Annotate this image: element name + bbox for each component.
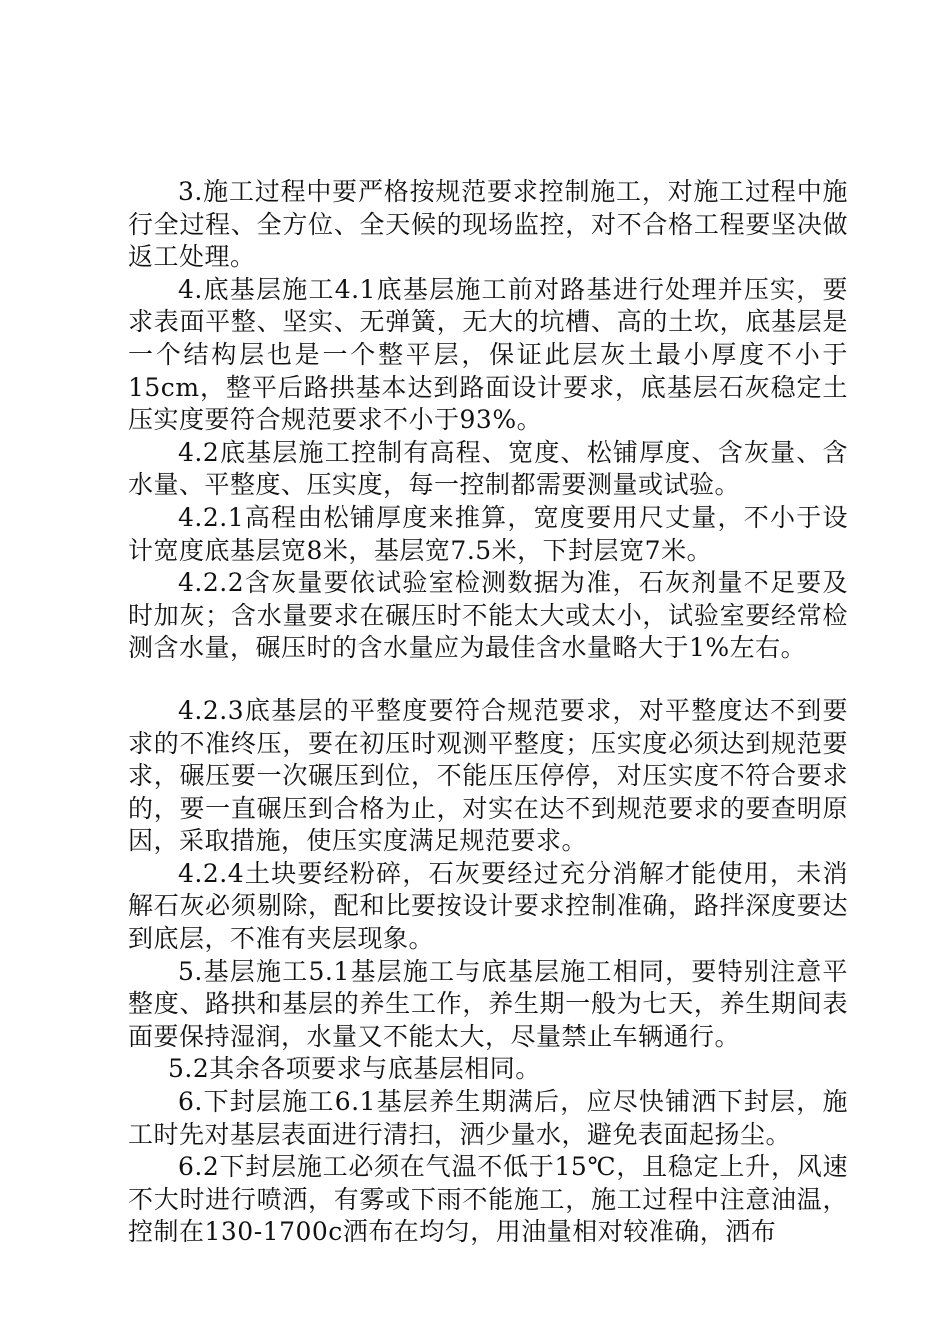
paragraph-6-2: 6.2下封层施工必须在气温不低于15℃，且稳定上升，风速不大时进行喷洒，有雾或下雨不能施工，施工过程中注意油温，控制在130-1700c洒布在均匀，用油量相对较准确，洒布 (128, 1152, 848, 1247)
document-body (128, 176, 848, 1249)
paragraph-6: 6.下封层施工6.1基层养生期满后，应尽快铺洒下封层，施工时先对基层表面进行清扫，洒少量水，避免表面起扬尘。 (128, 1087, 848, 1149)
paragraph-4: 4.底基层施工4.1底基层施工前对路基进行处理并压实，要求表面平整、坚实、无弹簧，无大的坑槽、高的土坎，底基层是一个结构层也是一个整平层，保证此层灰土最小厚度不小于15cm，整平后路拱基本达到路面设计要求，底基层石灰稳定土压实度要符合规范要求不小于93%。 (128, 274, 848, 435)
paragraph-5: 5.基层施工5.1基层施工与底基层施工相同，要特别注意平整度、路拱和基层的养生工作，养生期一般为七天，养生期间表面要保持湿润，水量又不能太大，尽量禁止车辆通行。 (128, 956, 848, 1051)
paragraph-4-2-3: 4.2.3底基层的平整度要符合规范要求，对平整度达不到要求的不准终压，要在初压时观测平整度；压实度必须达到规范要求，碾压要一次碾压到位，不能压压停停，对压实度不符合要求的，要一直碾压到合格为止，对实在达不到规范要求的要查明原因，采取措施，使压实度满足规范要求。 (128, 695, 848, 856)
paragraph-4-2: 4.2底基层施工控制有高程、宽度、松铺厚度、含灰量、含水量、平整度、压实度，每一控制都需要测量或试验。 (128, 437, 848, 500)
paragraph-4-2-4: 4.2.4土块要经粉碎，石灰要经过充分消解才能使用，未消解石灰必须剔除，配和比要按设计要求控制准确，路拌深度要达到底层，不准有夹层现象。 (128, 858, 848, 954)
paragraph-4-2-2: 4.2.2含灰量要依试验室检测数据为准，石灰剂量不足要及时加灰；含水量要求在碾压时不能太大或太小，试验室要经常检测含水量，碾压时的含水量应为最佳含水量略大于1%左右。 (128, 568, 848, 663)
paragraph-5-2: 5.2其余各项要求与底基层相同。 (168, 1054, 541, 1084)
paragraph-4-2-1: 4.2.1高程由松铺厚度来推算，宽度要用尺丈量，不小于设计宽度底基层宽8米，基层宽7.5米，下封层宽7米。 (128, 502, 848, 565)
paragraph-3: 3.施工过程中要严格按规范要求控制施工，对施工过程中施行全过程、全方位、全天候的现场监控，对不合格工程要坚决做返工处理。 (128, 177, 848, 272)
